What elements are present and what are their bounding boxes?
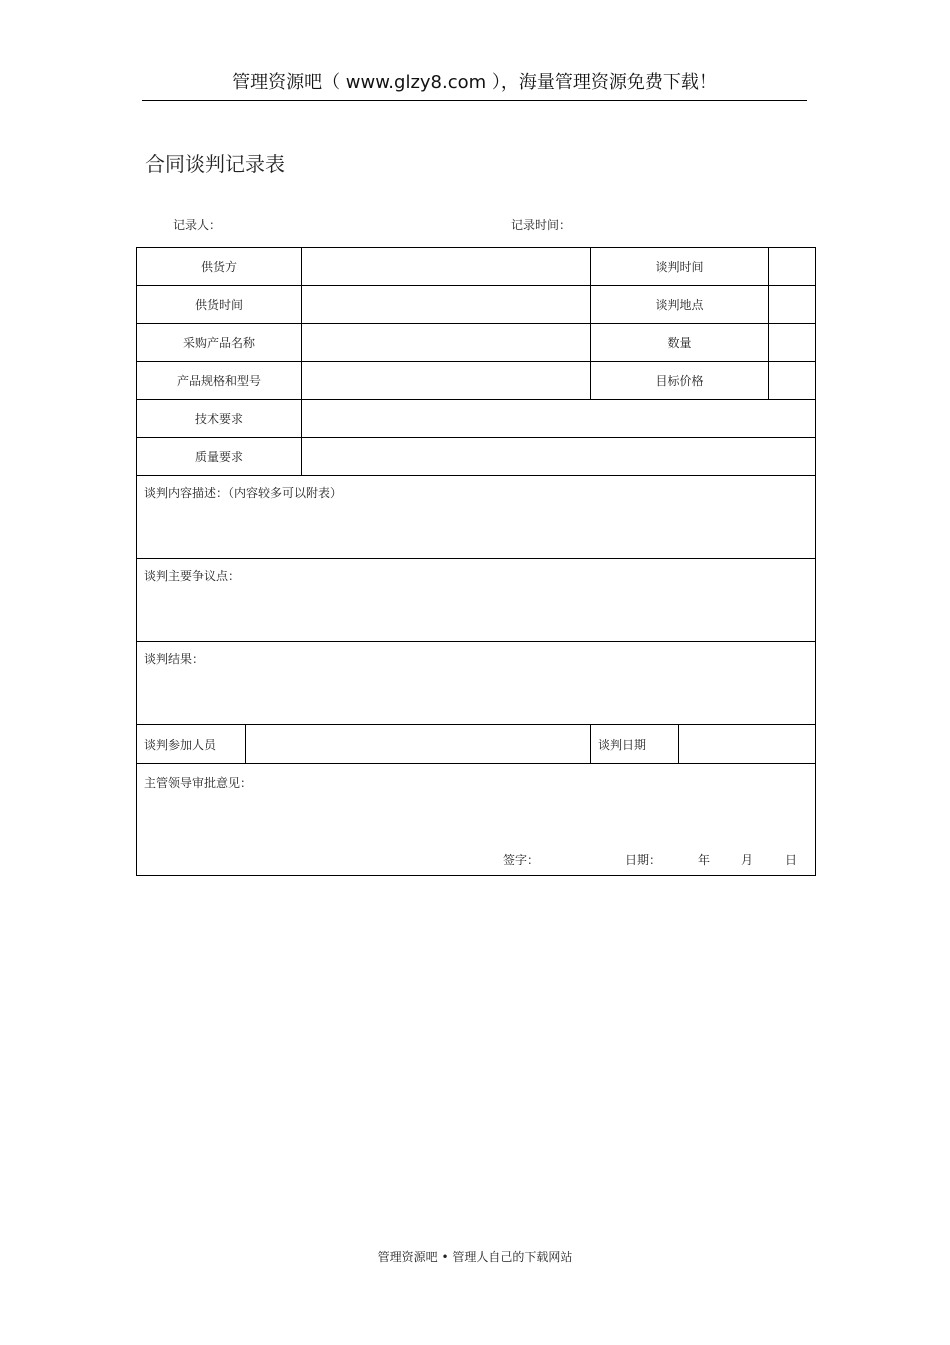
table-row — [137, 476, 816, 559]
table-row — [137, 400, 816, 438]
nego-date-value[interactable] — [679, 725, 816, 764]
target-price-label: 目标价格 — [591, 362, 769, 400]
form-title: 合同谈判记录表 — [145, 152, 285, 176]
year-label: 年 — [698, 853, 711, 867]
approval-field[interactable] — [137, 764, 816, 876]
supplier-value[interactable] — [302, 248, 591, 286]
spec-model-label: 产品规格和型号 — [137, 362, 302, 400]
table-row — [137, 559, 816, 642]
product-name-value[interactable] — [302, 324, 591, 362]
site-header: 管理资源吧（ www.glzy8.com ），海量管理资源免费下载！ — [142, 68, 807, 101]
month-label: 月 — [741, 853, 754, 867]
main-disputes-field[interactable]: 谈判主要争议点： — [137, 559, 816, 642]
content-desc-field[interactable]: 谈判内容描述：（内容较多可以附表） — [137, 476, 816, 559]
table-row — [137, 438, 816, 476]
table-row — [137, 642, 816, 725]
target-price-value[interactable] — [769, 362, 816, 400]
tech-req-label: 技术要求 — [137, 400, 302, 438]
nego-date-label: 谈判日期 — [591, 725, 679, 764]
sign-label: 签字： — [503, 853, 540, 867]
nego-place-label: 谈判地点 — [591, 286, 769, 324]
quantity-label: 数量 — [591, 324, 769, 362]
tech-req-value[interactable] — [302, 400, 816, 438]
approval-label: 主管领导审批意见： — [144, 776, 253, 790]
supply-time-label: 供货时间 — [137, 286, 302, 324]
table-row — [137, 764, 816, 876]
quality-req-label: 质量要求 — [137, 438, 302, 476]
record-time-label: 记录时间： — [511, 218, 572, 232]
approval-date-label: 日期： — [625, 853, 662, 867]
table-row — [137, 248, 816, 286]
nego-time-value[interactable] — [769, 248, 816, 286]
recorder-label: 记录人： — [173, 218, 222, 232]
product-name-label: 采购产品名称 — [137, 324, 302, 362]
negotiation-form-table — [136, 247, 816, 876]
nego-place-value[interactable] — [769, 286, 816, 324]
table-row — [137, 725, 816, 764]
result-field[interactable]: 谈判结果： — [137, 642, 816, 725]
quality-req-value[interactable] — [302, 438, 816, 476]
table-row — [137, 324, 816, 362]
table-row — [137, 286, 816, 324]
supplier-label: 供货方 — [137, 248, 302, 286]
nego-time-label: 谈判时间 — [591, 248, 769, 286]
supply-time-value[interactable] — [302, 286, 591, 324]
participants-value[interactable] — [246, 725, 591, 764]
page-footer: 管理资源吧 • 管理人自己的下载网站 — [377, 1250, 573, 1264]
day-label: 日 — [785, 853, 798, 867]
quantity-value[interactable] — [769, 324, 816, 362]
spec-model-value[interactable] — [302, 362, 591, 400]
participants-label: 谈判参加人员 — [137, 725, 246, 764]
table-row — [137, 362, 816, 400]
